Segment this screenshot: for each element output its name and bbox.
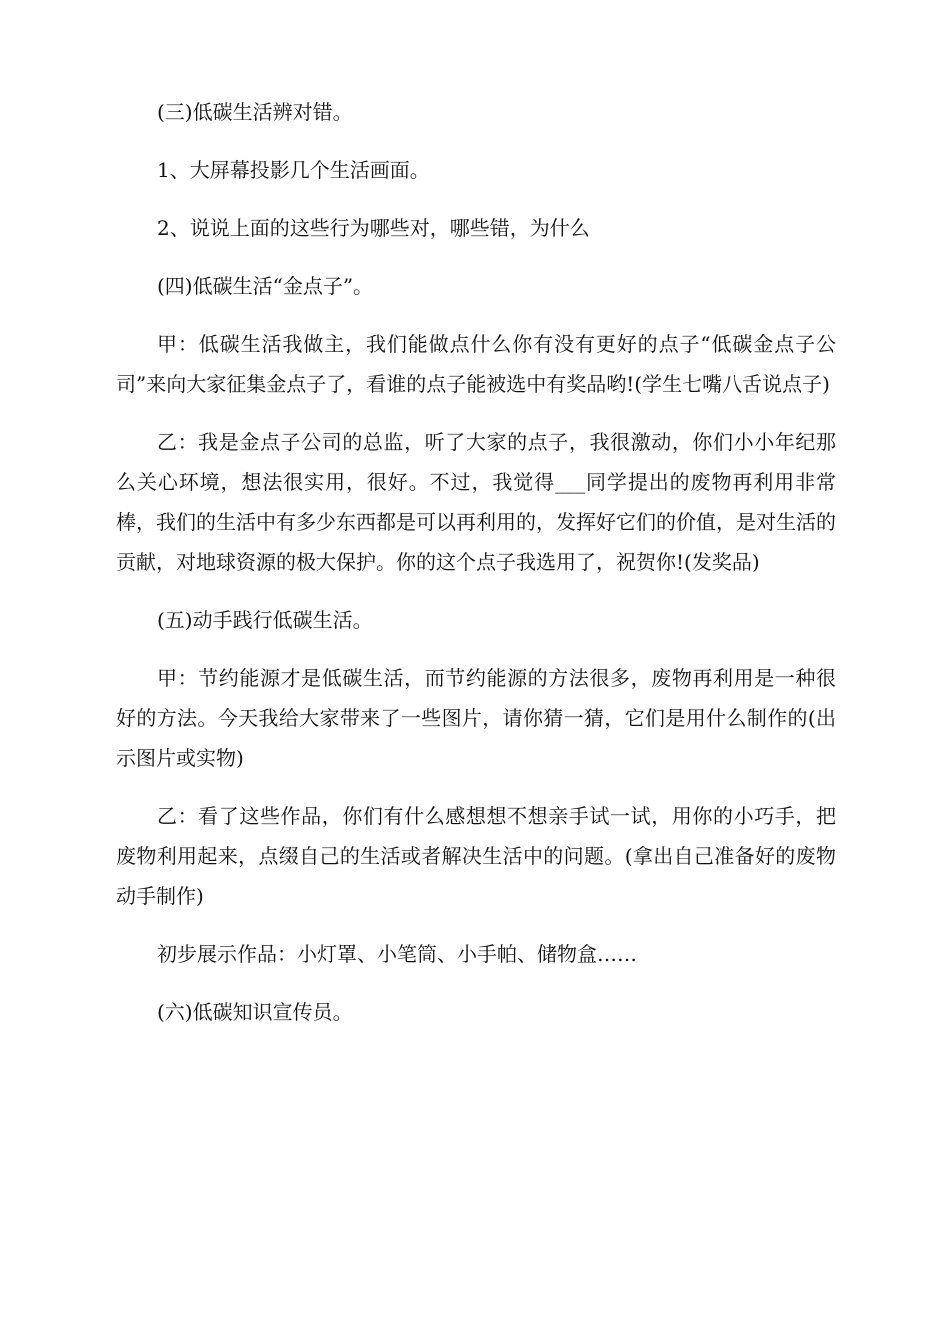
section-heading-3: (三)低碳生活辨对错。 bbox=[157, 100, 353, 124]
document-body bbox=[116, 92, 836, 1050]
section-heading-5: (五)动手践行低碳生活。 bbox=[157, 608, 373, 632]
list-item-2: 2、说说上面的这些行为哪些对，哪些错，为什么 bbox=[157, 216, 590, 240]
section-heading-6: (六)低碳知识宣传员。 bbox=[157, 1000, 353, 1024]
dialogue-paragraph-yi-1: 乙：我是金点子公司的总监，听了大家的点子，我很激动，你们小小年纪那么关心环境，想法很实用，很好。不过，我觉得___同学提出的废物再利用非常棒，我们的生活中有多少东西都是可以再利用的，发挥好它们的价值，是对生活的贡献，对地球资源的极大保护。你的这个点子我选用了，祝贺你!(发奖品) bbox=[116, 430, 836, 574]
dialogue-paragraph-yi-2: 乙：看了这些作品，你们有什么感想想不想亲手试一试，用你的小巧手，把废物利用起来，点缀自己的生活或者解决生活中的问题。(拿出自己准备好的废物动手制作) bbox=[116, 804, 836, 908]
dialogue-paragraph-jia-1: 甲：低碳生活我做主，我们能做点什么你有没有更好的点子“低碳金点子公司”来向大家征集金点子了，看谁的点子能被选中有奖品哟!(学生七嘴八舌说点子) bbox=[116, 332, 836, 396]
works-showcase-paragraph: 初步展示作品：小灯罩、小笔筒、小手帕、储物盒…… bbox=[157, 942, 637, 966]
list-item-1: 1、大屏幕投影几个生活画面。 bbox=[157, 158, 430, 182]
dialogue-paragraph-jia-2: 甲：节约能源才是低碳生活，而节约能源的方法很多，废物再利用是一种很好的方法。今天我给大家带来了一些图片，请你猜一猜，它们是用什么制作的(出示图片或实物) bbox=[116, 666, 836, 770]
section-heading-4: (四)低碳生活“金点子”。 bbox=[157, 274, 374, 298]
